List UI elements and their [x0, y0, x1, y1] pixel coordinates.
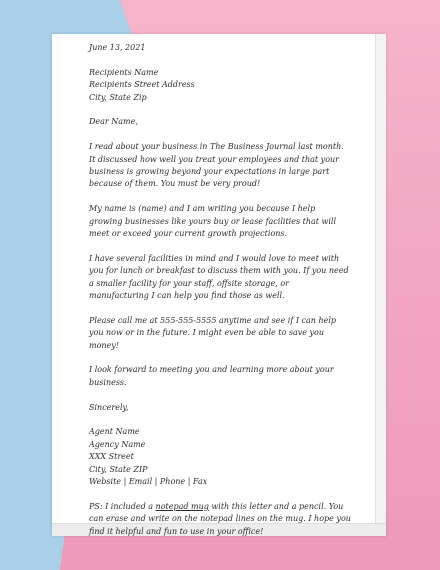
- recipient-name: Recipients Name: [89, 67, 159, 77]
- paragraph-3: I have several facilities in mind and I would love to meet with you for lunch or breakfast to discuss them with you. If you need a smaller facility for your staff, offsite storage, or manufacturing I can help you find those as well.: [89, 253, 349, 301]
- vertical-scrollbar[interactable]: [375, 34, 386, 524]
- document-page: [52, 34, 386, 536]
- postscript: [89, 501, 351, 536]
- recipient-street: Recipients Street Address: [89, 80, 195, 90]
- signature-agency: Agency Name: [89, 439, 146, 449]
- signature-block: [89, 426, 351, 488]
- phone-number: 555-555-5555: [160, 315, 217, 325]
- signature-street: XXX Street: [89, 452, 134, 462]
- paragraph-4: [89, 315, 351, 352]
- salutation: Dear Name,: [89, 117, 138, 127]
- signature-city: City, State ZIP: [89, 464, 148, 474]
- paragraph-5: I look forward to meeting you and learning more about your business.: [89, 365, 334, 387]
- paragraph-4-start: Please call me at: [89, 315, 161, 325]
- paragraph-1: I read about your business in The Business Journal last month. It discussed how well you treat your employees and that your business is growing beyond your expectations in large part because of them. You must be very proud!: [89, 142, 344, 189]
- letter-body: [89, 42, 351, 536]
- signature-name: Agent Name: [89, 427, 140, 437]
- notepad-mug-link[interactable]: notepad mug: [155, 501, 209, 511]
- paragraph-2: My name is (name) and I am writing you because I help growing businesses like yours buy or lease facilities that will meet or exceed your current growth projections.: [89, 204, 337, 239]
- closing: Sincerely,: [89, 402, 129, 412]
- letter-date: June 13, 2021: [89, 43, 146, 52]
- postscript-start: PS: I included a: [89, 501, 156, 511]
- paragraph-4-end: anytime and see if I can help you now or in the future. I might even be able to save you money!: [89, 315, 337, 350]
- recipient-block: [89, 67, 351, 104]
- signature-contacts: Website | Email | Phone | Fax: [89, 477, 208, 487]
- recipient-city: City, State Zip: [89, 92, 147, 102]
- postscript-end: with this letter and a pencil. You can erase and write on the notepad lines on the mug. I hope you find it helpful and fun to use in your office!: [89, 501, 351, 536]
